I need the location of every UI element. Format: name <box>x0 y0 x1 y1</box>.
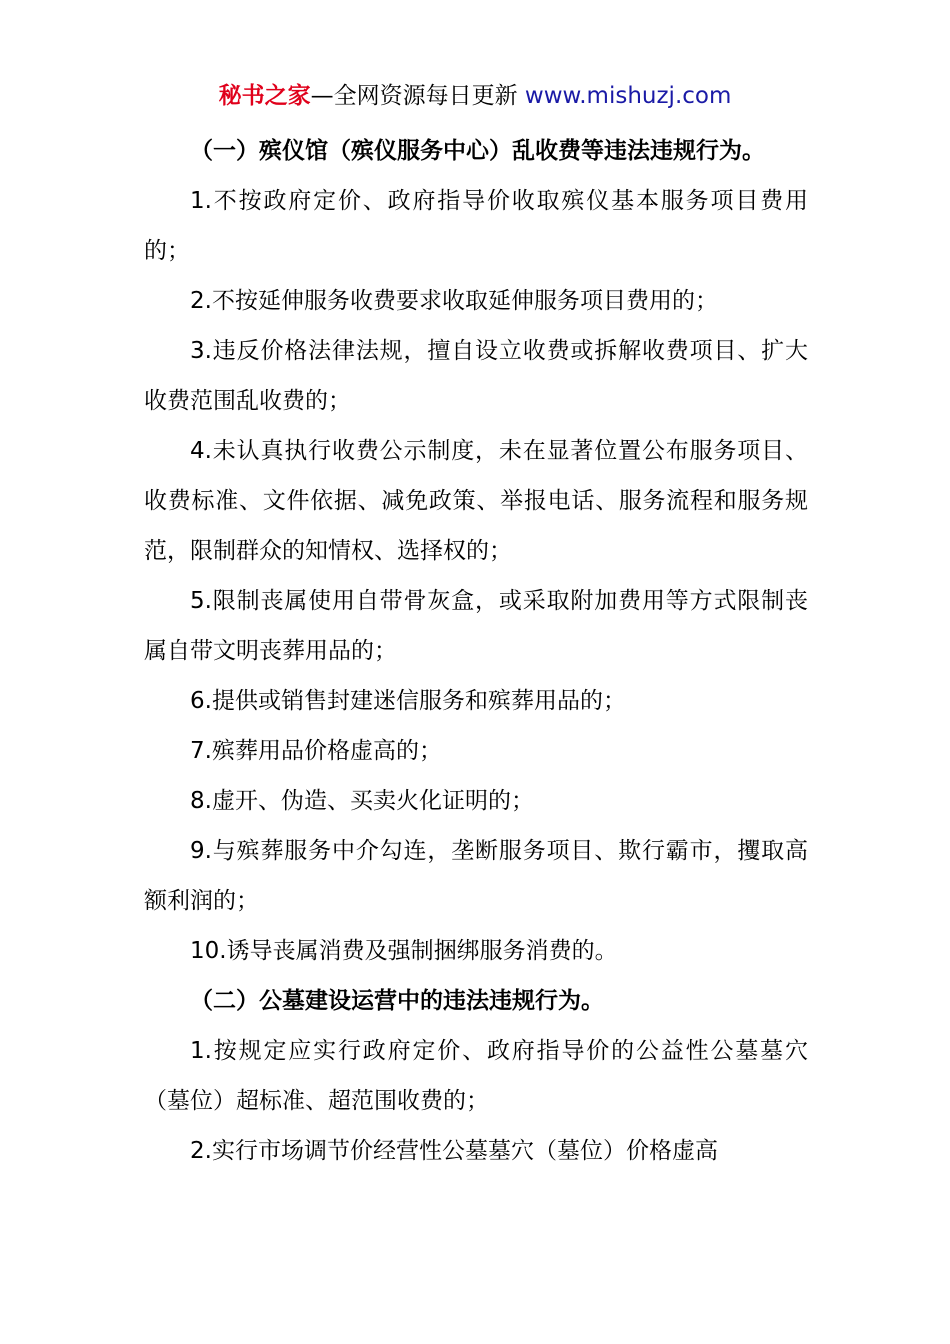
document-body <box>144 126 808 1176</box>
list-item: 10.诱导丧属消费及强制捆绑服务消费的。 <box>190 938 618 964</box>
list-item: 2.不按延伸服务收费要求收取延伸服务项目费用的； <box>190 288 718 314</box>
list-item: 8.虚开、伪造、买卖火化证明的； <box>190 788 534 814</box>
list-item: 3.违反价格法律法规，擅自设立收费或拆解收费项目、扩大收费范围乱收费的； <box>144 338 808 414</box>
section-heading-2: （二）公墓建设运营中的违法违规行为。 <box>190 988 604 1014</box>
list-item: 9.与殡葬服务中介勾连，垄断服务项目、欺行霸市，攫取高额利润的； <box>144 838 808 914</box>
site-tagline: —全网资源每日更新 <box>310 83 525 109</box>
list-item: 4.未认真执行收费公示制度，未在显著位置公布服务项目、收费标准、文件依据、减免政策、举报电话、服务流程和服务规范，限制群众的知情权、选择权的； <box>144 438 808 564</box>
list-item: 5.限制丧属使用自带骨灰盒，或采取附加费用等方式限制丧属自带文明丧葬用品的； <box>144 588 808 664</box>
list-item: 6.提供或销售封建迷信服务和殡葬用品的； <box>190 688 626 714</box>
list-item: 1.按规定应实行政府定价、政府指导价的公益性公墓墓穴（墓位）超标准、超范围收费的； <box>144 1038 808 1114</box>
site-url[interactable]: www.mishuzj.com <box>524 83 732 109</box>
site-brand: 秘书之家 <box>218 83 311 109</box>
list-item: 1.不按政府定价、政府指导价收取殡仪基本服务项目费用的； <box>144 188 808 264</box>
site-header <box>0 80 950 112</box>
list-item: 2.实行市场调节价经营性公墓墓穴（墓位）价格虚高 <box>190 1138 718 1164</box>
list-item: 7.殡葬用品价格虚高的； <box>190 738 442 764</box>
section-heading-1: （一）殡仪馆（殡仪服务中心）乱收费等违法违规行为。 <box>190 138 765 164</box>
